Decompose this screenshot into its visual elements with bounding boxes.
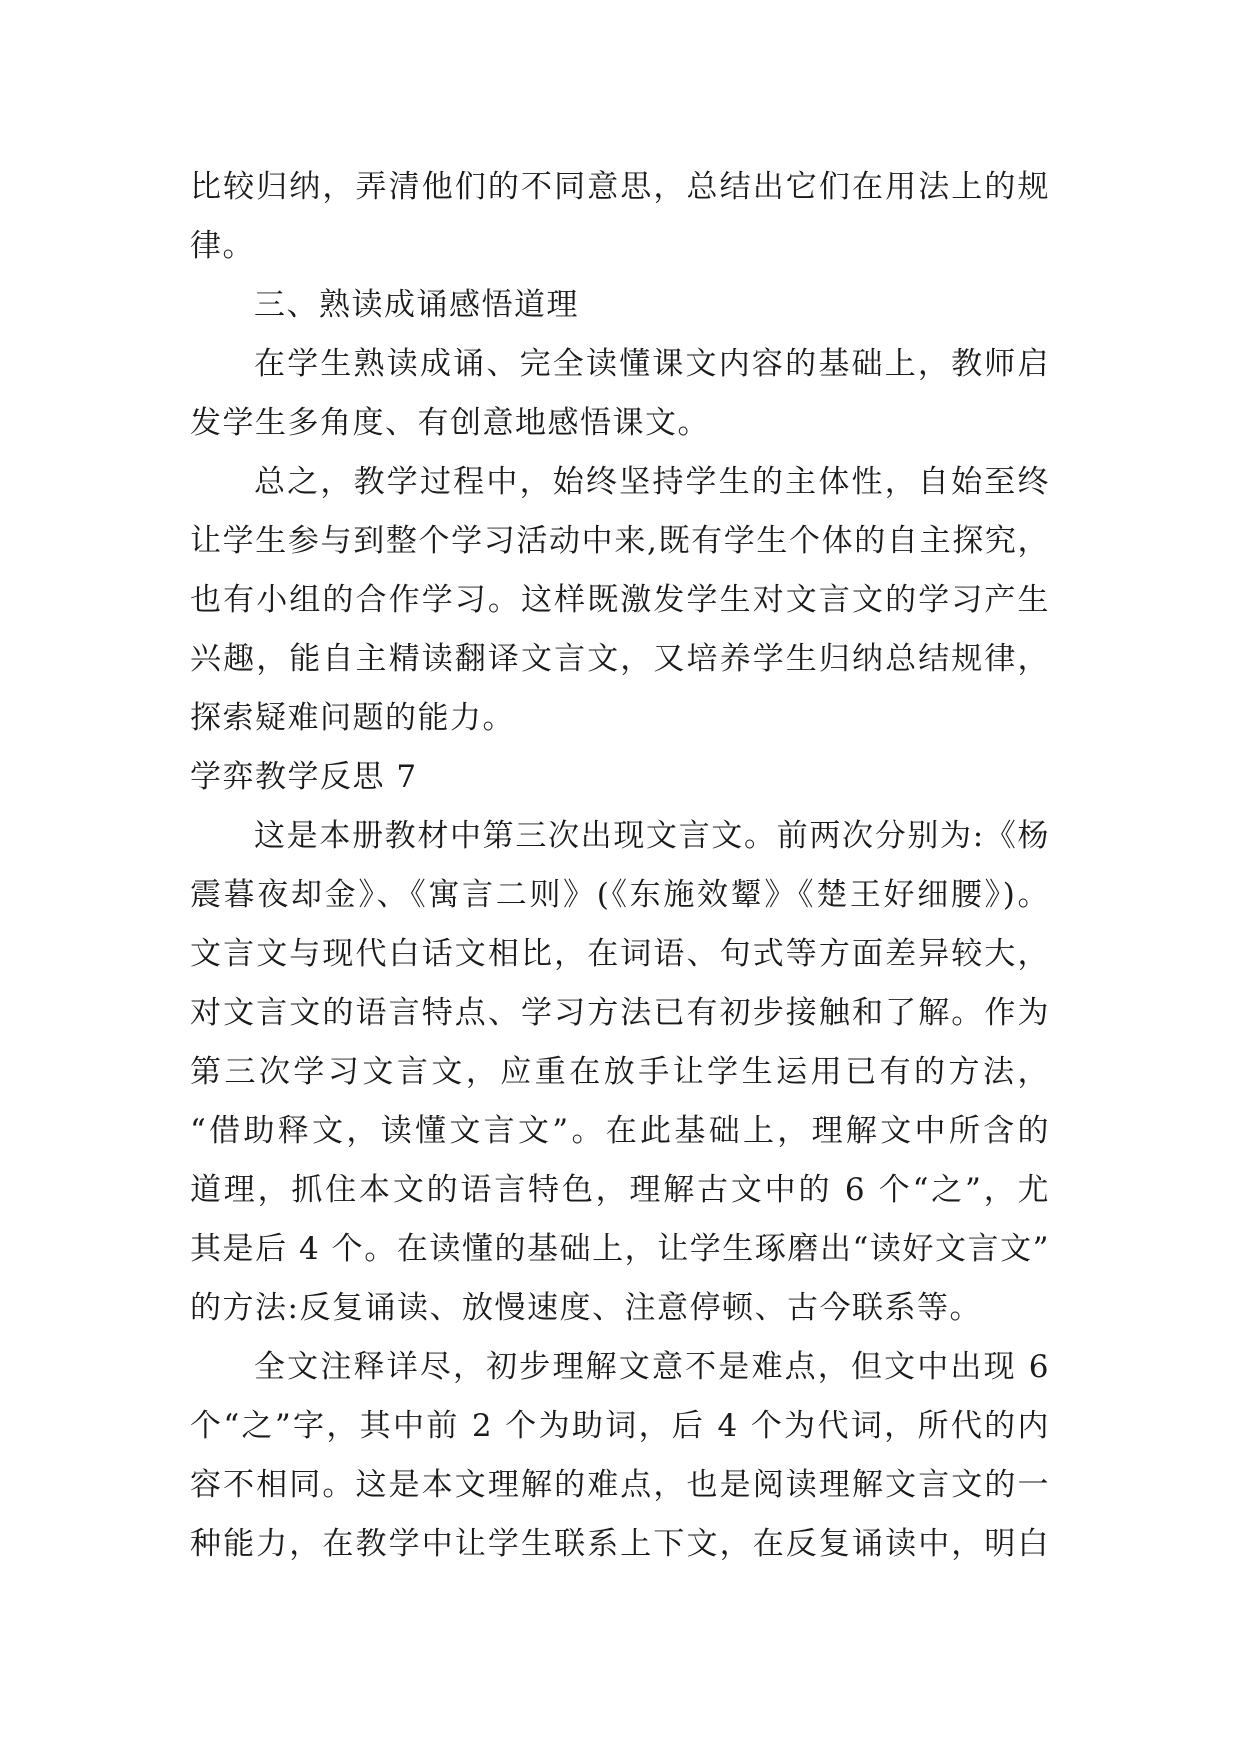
text-line: 对文言文的语言特点、学习方法已有初步接触和了解。作为: [190, 995, 1050, 1031]
document-body: [190, 158, 1050, 1574]
article-title: 学弈教学反思 7: [190, 759, 418, 795]
text-line: 发学生多角度、有创意地感悟课文。: [190, 405, 710, 441]
text-line: 全文注释详尽，初步理解文意不是难点，但文中出现 6: [254, 1349, 1050, 1385]
text-line: 在学生熟读成诵、完全读懂课文内容的基础上，教师启: [254, 346, 1050, 382]
text-line: 文言文与现代白话文相比，在词语、句式等方面差异较大，: [190, 936, 1050, 972]
text-line: “借助释文，读懂文言文”。在此基础上，理解文中所含的: [190, 1113, 1050, 1149]
text-line: 这是本册教材中第三次出现文言文。前两次分别为:《杨: [254, 818, 1050, 854]
section-heading: 三、熟读成诵感悟道理: [254, 287, 579, 323]
text-line: 容不相同。这是本文理解的难点，也是阅读理解文言文的一: [190, 1467, 1050, 1503]
text-line: 总之，教学过程中，始终坚持学生的主体性，自始至终: [254, 464, 1050, 500]
text-line: 个“之”字，其中前 2 个为助词，后 4 个为代词，所代的内: [190, 1408, 1050, 1444]
text-line: 兴趣，能自主精读翻译文言文，又培养学生归纳总结规律，: [190, 641, 1050, 677]
text-line: 比较归纳，弄清他们的不同意思，总结出它们在用法上的规: [190, 169, 1050, 205]
text-line: 探索疑难问题的能力。: [190, 700, 515, 736]
text-line: 也有小组的合作学习。这样既激发学生对文言文的学习产生: [190, 582, 1050, 618]
text-line: 的方法:反复诵读、放慢速度、注意停顿、古今联系等。: [190, 1290, 982, 1326]
text-line: 律。: [190, 228, 255, 264]
text-line: 让学生参与到整个学习活动中来,既有学生个体的自主探究，: [190, 523, 1050, 559]
text-line: 其是后 4 个。在读懂的基础上，让学生琢磨出“读好文言文”: [190, 1231, 1050, 1267]
text-line: 道理，抓住本文的语言特色，理解古文中的 6 个“之”，尤: [190, 1172, 1050, 1208]
text-line: 种能力，在教学中让学生联系上下文，在反复诵读中，明白: [190, 1526, 1050, 1562]
text-line: 第三次学习文言文，应重在放手让学生运用已有的方法，: [190, 1054, 1050, 1090]
text-line: 震暮夜却金》、《寓言二则》(《东施效颦》《楚王好细腰》)。: [190, 877, 1050, 913]
